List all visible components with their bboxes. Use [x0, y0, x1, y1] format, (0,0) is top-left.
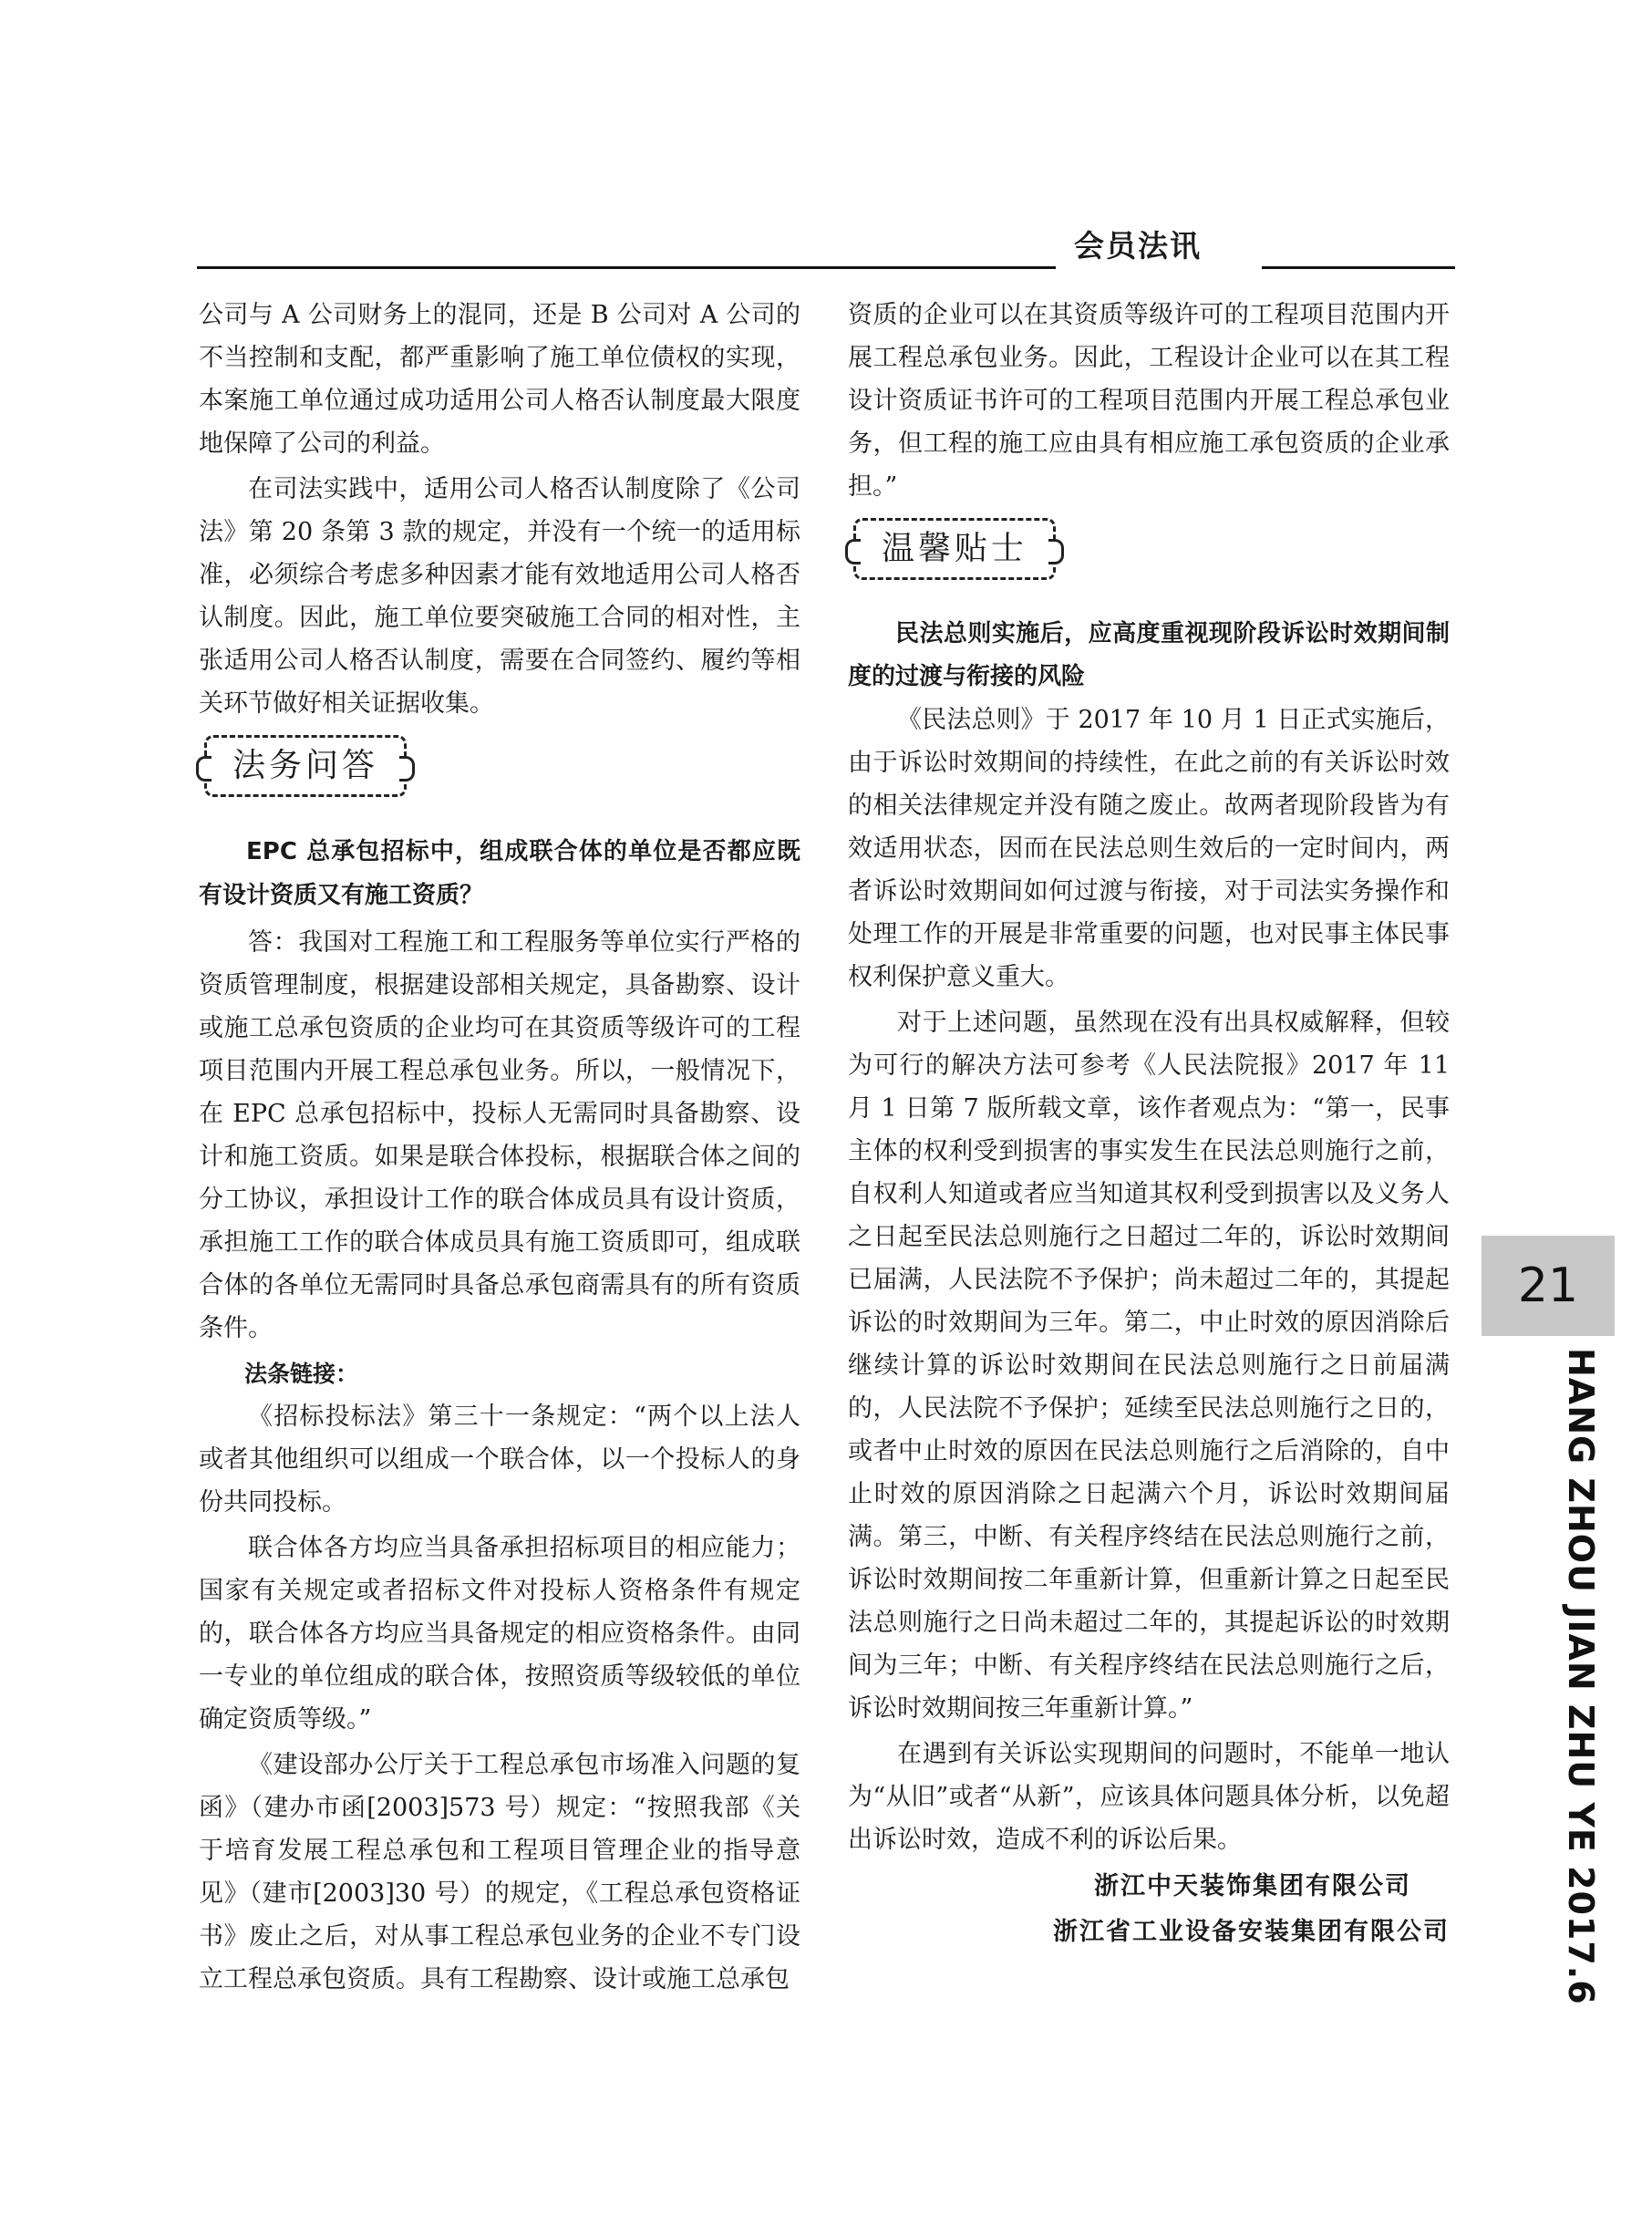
signature-company-2: 浙江省工业设备安装集团有限公司 — [1053, 1918, 1450, 1946]
question-heading: EPC 总承包招标中，组成联合体的单位是否都应既有设计资质又有施工资质？ — [199, 838, 800, 909]
law-paragraph-1: 《招标投标法》第三十一条规定：“两个以上法人或者其他组织可以组成一个联合体，以一个投标人的身份共同投标。 — [199, 1403, 800, 1517]
journal-name-vertical: HANG ZHOU JIAN ZHU YE 2017.6 — [1561, 1348, 1601, 2005]
tips-paragraph-1: 《民法总则》于 2017 年 10 月 1 日正式实施后，由于诉讼时效期间的持续性，在此之前的有关诉讼时效的相关法律规定并没有随之废止。故两者现阶段皆为有效适用状态，因而在民法总则生效后的一定时间内，两者诉讼时效期间如何过渡与衔接，对于司法实务操作和处理工作的开展是非常重要的问题，也对民事主体民事权利保护意义重大。 — [848, 706, 1450, 991]
law-paragraph-3: 《建设部办公厅关于工程总承包市场准入问题的复函》（建办市函[2003]573 号）规定：“按照我部《关于培育发展工程总承包和工程项目管理企业的指导意见》（建市[2003]30 号）的规定，《工程总承包资格证书》废止之后，对从事工程总承包业务的企业不专门设立工程总承包资质。具有工程勘察、设计或施工总承包 — [199, 1751, 800, 1993]
paragraph-continuation: 公司与 A 公司财务上的混同，还是 B 公司对 A 公司的不当控制和支配，都严重影响了施工单位债权的实现，本案施工单位通过成功适用公司人格否认制度最大限度地保障了公司的利益。 — [199, 301, 800, 458]
law-link-label: 法条链接： — [244, 1361, 359, 1387]
tips-paragraph-2: 对于上述问题，虽然现在没有出具权威解释，但较为可行的解决方法可参考《人民法院报》2017 年 11 月 1 日第 7 版所载文章，该作者观点为：“第一，民事主体的权利受到损害的事实发生在民法总则施行之前，自权利人知道或者应当知道其权利受到损害以及义务人之日起至民法总则施行之日超过二年的，诉讼时效期间已届满，人民法院不予保护；尚未超过二年的，其提起诉讼的时效期间为三年。第二，中止时效的原因消除后继续计算的诉讼时效期间在民法总则施行之日前届满的，人民法院不予保护；延续至民法总则施行之日的，或者中止时效的原因在民法总则施行之后消除的，自中止时效的原因消除之日起满六个月，诉讼时效期间届满。第三，中断、有关程序终结在民法总则施行之前，诉讼时效期间按二年重新计算，但重新计算之日起至民法总则施行之日尚未超过二年的，其提起诉讼的时效期间为三年；中断、有关程序终结在民法总则施行之后，诉讼时效期间按三年重新计算。” — [848, 1009, 1450, 1723]
answer-paragraph: 答：我国对工程施工和工程服务等单位实行严格的资质管理制度，根据建设部相关规定，具备勘察、设计或施工总承包资质的企业均可在其资质等级许可的工程项目范围内开展工程总承包业务。所以，一般情况下，在 EPC 总承包招标中，投标人无需同时具备勘察、设计和施工资质。如果是联合体投标，根据联合体之间的分工协议，承担设计工作的联合体成员具有设计资质，承担施工工作的联合体成员具有施工资质即可，组成联合体的各单位无需同时具备总承包商需具有的所有资质条件。 — [199, 928, 800, 1342]
right-column — [848, 294, 1450, 1955]
signature-company-1: 浙江中天装饰集团有限公司 — [1094, 1872, 1411, 1900]
paragraph-continuation-right: 资质的企业可以在其资质等级许可的工程项目范围内开展工程总承包业务。因此，工程设计企业可以在其工程设计资质证书许可的工程项目范围内开展工程总承包业务，但工程的施工应由具有相应施工承包资质的企业承担。” — [848, 301, 1450, 501]
legal-qa-tag: 法务问答 — [204, 735, 407, 797]
header-rule-left — [197, 266, 1056, 269]
left-column — [199, 294, 800, 2003]
tips-heading: 民法总则实施后，应高度重视现阶段诉讼时效期间制度的过渡与衔接的风险 — [848, 620, 1450, 690]
law-paragraph-2: 联合体各方均应当具备承担招标项目的相应能力；国家有关规定或者招标文件对投标人资格条件有规定的，联合体各方均应当具备规定的相应资格条件。由同一专业的单位组成的联合体，按照资质等级较低的单位确定资质等级。” — [199, 1534, 800, 1734]
section-title: 会员法讯 — [1074, 228, 1202, 264]
header-rule-right — [1262, 266, 1455, 269]
tips-paragraph-3: 在遇到有关诉讼实现期间的问题时，不能单一地认为“从旧”或者“从新”，应该具体问题具体分析，以免超出诉讼时效，造成不利的诉讼后果。 — [848, 1740, 1450, 1854]
paragraph-judicial-practice: 在司法实践中，适用公司人格否认制度除了《公司法》第 20 条第 3 款的规定，并没有一个统一的适用标准，必须综合考虑多种因素才能有效地适用公司人格否认制度。因此，施工单位要突破施工合同的相对性，主张适用公司人格否认制度，需要在合同签约、履约等相关环节做好相关证据收集。 — [199, 475, 800, 718]
page-number-tab: 21 — [1482, 1236, 1615, 1336]
warm-tips-tag: 温馨贴士 — [853, 518, 1056, 580]
